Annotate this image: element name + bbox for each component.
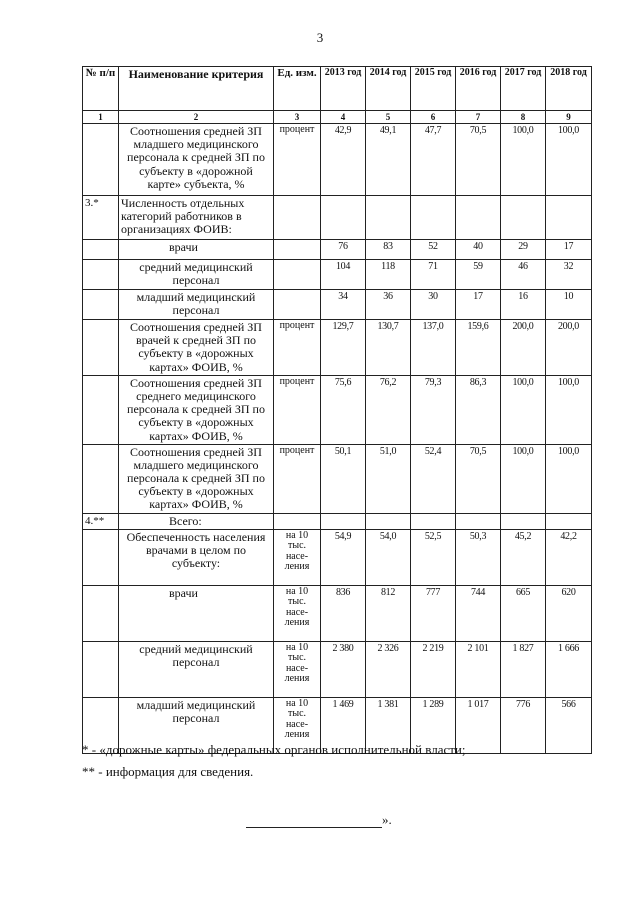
- value-cell: [366, 196, 411, 240]
- header-unit: Ед. изм.: [274, 67, 321, 111]
- header-year: 2016 год: [456, 67, 501, 111]
- value-cell: [411, 513, 456, 529]
- unit-cell: [274, 290, 321, 320]
- column-number-row: [83, 111, 592, 124]
- unit-cell: на 10 тыс. насе-ления: [274, 585, 321, 641]
- value-cell: 42,9: [321, 124, 366, 196]
- value-cell: 100,0: [501, 124, 546, 196]
- value-cell: [366, 513, 411, 529]
- value-cell: 159,6: [456, 320, 501, 376]
- value-cell: 1 469: [321, 697, 366, 753]
- value-cell: 665: [501, 585, 546, 641]
- row-index: [83, 585, 119, 641]
- value-cell: [501, 513, 546, 529]
- value-cell: 1 289: [411, 697, 456, 753]
- value-cell: 50,3: [456, 529, 501, 585]
- row-index: [83, 444, 119, 513]
- value-cell: 52: [411, 240, 456, 260]
- closing-signature: [246, 812, 392, 828]
- value-cell: 104: [321, 260, 366, 290]
- header-num: № п/п: [83, 67, 119, 111]
- value-cell: 777: [411, 585, 456, 641]
- page-number: 3: [316, 30, 324, 45]
- value-cell: 744: [456, 585, 501, 641]
- unit-cell: процент: [274, 375, 321, 444]
- row-index: 3.*: [83, 196, 119, 240]
- value-cell: 200,0: [501, 320, 546, 376]
- value-cell: 17: [546, 240, 592, 260]
- header-year: 2014 год: [366, 67, 411, 111]
- criterion-name: врачи: [119, 240, 274, 260]
- unit-cell: на 10 тыс. насе-ления: [274, 641, 321, 697]
- criterion-name: Обеспеченность населения врачами в целом по субъекту:: [119, 529, 274, 585]
- value-cell: 1 827: [501, 641, 546, 697]
- value-cell: 45,2: [501, 529, 546, 585]
- column-number: 3: [274, 111, 321, 124]
- footnote-1: * - «дорожные карты» федеральных органов исполнительной власти;: [82, 742, 466, 757]
- value-cell: 16: [501, 290, 546, 320]
- value-cell: 51,0: [366, 444, 411, 513]
- value-cell: 130,7: [366, 320, 411, 376]
- unit-cell: на 10 тыс. насе-ления: [274, 697, 321, 753]
- value-cell: 52,4: [411, 444, 456, 513]
- table-row: [83, 641, 592, 697]
- value-cell: 76: [321, 240, 366, 260]
- value-cell: 100,0: [546, 444, 592, 513]
- table-row: [83, 375, 592, 444]
- header-year: 2015 год: [411, 67, 456, 111]
- header-year: 2018 год: [546, 67, 592, 111]
- value-cell: 17: [456, 290, 501, 320]
- unit-cell: [274, 196, 321, 240]
- unit-cell: процент: [274, 320, 321, 376]
- value-cell: 36: [366, 290, 411, 320]
- value-cell: 2 101: [456, 641, 501, 697]
- value-cell: 54,9: [321, 529, 366, 585]
- value-cell: 46: [501, 260, 546, 290]
- value-cell: 40: [456, 240, 501, 260]
- column-number: 9: [546, 111, 592, 124]
- value-cell: 118: [366, 260, 411, 290]
- value-cell: 29: [501, 240, 546, 260]
- value-cell: 83: [366, 240, 411, 260]
- value-cell: [546, 196, 592, 240]
- value-cell: [456, 196, 501, 240]
- unit-cell: процент: [274, 444, 321, 513]
- value-cell: 1 666: [546, 641, 592, 697]
- header-year: 2017 год: [501, 67, 546, 111]
- value-cell: 70,5: [456, 444, 501, 513]
- value-cell: 42,2: [546, 529, 592, 585]
- value-cell: 137,0: [411, 320, 456, 376]
- table-header-row: [83, 67, 592, 111]
- row-index: [83, 290, 119, 320]
- row-index: 4.**: [83, 513, 119, 529]
- value-cell: [501, 196, 546, 240]
- value-cell: 54,0: [366, 529, 411, 585]
- value-cell: 76,2: [366, 375, 411, 444]
- value-cell: 566: [546, 697, 592, 753]
- criterion-name: Соотношения средней ЗП младшего медицинского персонала к средней ЗП по субъекту в «дорожных картах» ФОИВ, %: [119, 444, 274, 513]
- value-cell: 2 326: [366, 641, 411, 697]
- column-number: 5: [366, 111, 411, 124]
- value-cell: 79,3: [411, 375, 456, 444]
- value-cell: 836: [321, 585, 366, 641]
- value-cell: 32: [546, 260, 592, 290]
- table-row: [83, 320, 592, 376]
- value-cell: 34: [321, 290, 366, 320]
- value-cell: 49,1: [366, 124, 411, 196]
- header-year: 2013 год: [321, 67, 366, 111]
- criteria-table: [82, 66, 592, 754]
- header-name: Наименование критерия: [119, 67, 274, 111]
- criterion-name: младший медицинский персонал: [119, 697, 274, 753]
- value-cell: 50,1: [321, 444, 366, 513]
- value-cell: [411, 196, 456, 240]
- value-cell: [456, 513, 501, 529]
- criterion-name: Соотношения средней ЗП младшего медицинского персонала к средней ЗП по субъекту в «дорожной карте» субъекта, %: [119, 124, 274, 196]
- value-cell: 75,6: [321, 375, 366, 444]
- value-cell: 812: [366, 585, 411, 641]
- unit-cell: [274, 513, 321, 529]
- table-row: [83, 585, 592, 641]
- value-cell: [546, 513, 592, 529]
- value-cell: 200,0: [546, 320, 592, 376]
- value-cell: 2 219: [411, 641, 456, 697]
- row-index: [83, 641, 119, 697]
- column-number: 6: [411, 111, 456, 124]
- value-cell: 100,0: [501, 375, 546, 444]
- column-number: 8: [501, 111, 546, 124]
- unit-cell: процент: [274, 124, 321, 196]
- value-cell: 86,3: [456, 375, 501, 444]
- row-index: [83, 375, 119, 444]
- value-cell: [321, 513, 366, 529]
- criterion-name: младший медицинский персонал: [119, 290, 274, 320]
- table-row: [83, 240, 592, 260]
- table-row: [83, 529, 592, 585]
- row-index: [83, 320, 119, 376]
- column-number: 7: [456, 111, 501, 124]
- table-row: [83, 444, 592, 513]
- row-index: [83, 529, 119, 585]
- row-index: [83, 124, 119, 196]
- value-cell: 2 380: [321, 641, 366, 697]
- footnote-2: ** - информация для сведения.: [82, 764, 254, 779]
- value-cell: 620: [546, 585, 592, 641]
- value-cell: 776: [501, 697, 546, 753]
- value-cell: 59: [456, 260, 501, 290]
- column-number: 1: [83, 111, 119, 124]
- table-row: [83, 260, 592, 290]
- unit-cell: [274, 240, 321, 260]
- criterion-name: средний медицинский персонал: [119, 260, 274, 290]
- value-cell: [321, 196, 366, 240]
- row-index: [83, 240, 119, 260]
- unit-cell: на 10 тыс. насе-ления: [274, 529, 321, 585]
- value-cell: 47,7: [411, 124, 456, 196]
- signature-line: [246, 815, 382, 828]
- column-number: 4: [321, 111, 366, 124]
- row-index: [83, 260, 119, 290]
- value-cell: 100,0: [546, 124, 592, 196]
- criterion-name: средний медицинский персонал: [119, 641, 274, 697]
- table-row: [83, 290, 592, 320]
- unit-cell: [274, 260, 321, 290]
- criterion-name: Численность отдельных категорий работников в организациях ФОИВ:: [119, 196, 274, 240]
- table-row: [83, 196, 592, 240]
- criterion-name: Соотношения средней ЗП среднего медицинского персонала к средней ЗП по субъекту в «дорожных картах» ФОИВ, %: [119, 375, 274, 444]
- table-row: [83, 124, 592, 196]
- value-cell: 30: [411, 290, 456, 320]
- table-row: [83, 513, 592, 529]
- value-cell: 10: [546, 290, 592, 320]
- value-cell: 1 381: [366, 697, 411, 753]
- criterion-name: врачи: [119, 585, 274, 641]
- value-cell: 70,5: [456, 124, 501, 196]
- value-cell: 1 017: [456, 697, 501, 753]
- criterion-name: Соотношения средней ЗП врачей к средней ЗП по субъекту в «дорожных картах» ФОИВ, %: [119, 320, 274, 376]
- value-cell: 100,0: [501, 444, 546, 513]
- closing-quote: ».: [382, 812, 392, 827]
- column-number: 2: [119, 111, 274, 124]
- value-cell: 52,5: [411, 529, 456, 585]
- value-cell: 71: [411, 260, 456, 290]
- value-cell: 100,0: [546, 375, 592, 444]
- criterion-name: Всего:: [119, 513, 274, 529]
- value-cell: 129,7: [321, 320, 366, 376]
